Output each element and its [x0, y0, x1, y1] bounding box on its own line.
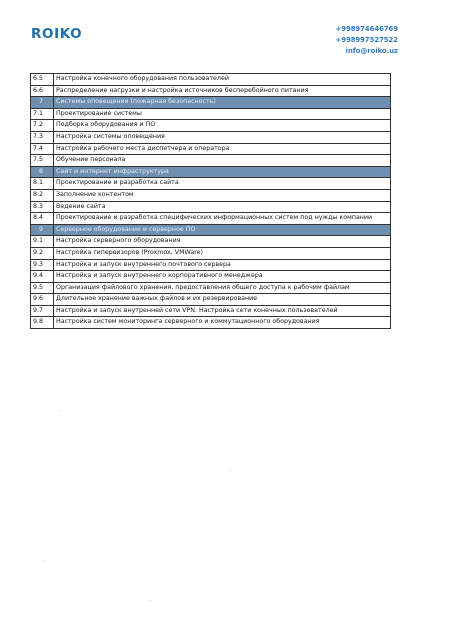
section-header-row	[31, 166, 391, 178]
table-row	[31, 282, 391, 294]
row-number: 8.4	[31, 213, 54, 225]
service-description: Заполнение контентом	[54, 189, 391, 201]
table-row	[31, 74, 391, 86]
service-description: Настройка гипервизоров (Proxmox, VMWare)	[54, 247, 391, 259]
service-description: Настройка конечного оборудования пользователей	[54, 74, 391, 86]
service-description: Проектирование и разработка специфических информационных систем под нужды компании	[54, 213, 391, 225]
row-number: 9.7	[31, 305, 54, 317]
phone-number-1: +998974646769	[335, 25, 398, 33]
table-row	[31, 178, 391, 190]
service-description: Подборка оборудования и ПО	[54, 120, 391, 132]
table-row	[31, 259, 391, 271]
table-row	[31, 236, 391, 248]
table-row	[31, 213, 391, 225]
services-table	[30, 73, 391, 329]
service-description: Настройка систем мониторинга серверного и коммутационного оборудования	[54, 317, 391, 329]
row-number: 8.3	[31, 201, 54, 213]
row-number: 9.2	[31, 247, 54, 259]
service-description: Настройка и запуск внутреннего корпоративного менеджера	[54, 271, 391, 283]
section-header-row	[31, 97, 391, 109]
table-row	[31, 155, 391, 167]
section-title: Системы оповещения (пожарная безопасность)	[54, 97, 391, 109]
section-header-row	[31, 224, 391, 236]
row-number: 8.2	[31, 189, 54, 201]
contact-block	[336, 24, 398, 57]
table-row	[31, 271, 391, 283]
service-description: Настройка системы оповещения	[54, 131, 391, 143]
row-number: 6.5	[31, 74, 54, 86]
table-row	[31, 305, 391, 317]
services-table-body	[31, 74, 391, 329]
scan-speck	[230, 470, 231, 471]
company-logo: ROIKO	[31, 26, 83, 42]
email-address: info@roiko.uz	[345, 47, 398, 55]
service-description: Настройка и запуск внутреннего почтового сервера	[54, 259, 391, 271]
row-number: 7.3	[31, 131, 54, 143]
row-number: 8	[31, 166, 54, 178]
service-description: Проектирование системы	[54, 108, 391, 120]
service-description: Настройка рабочего места диспетчера и оператора	[54, 143, 391, 155]
table-row	[31, 189, 391, 201]
row-number: 7	[31, 97, 54, 109]
table-row	[31, 85, 391, 97]
scan-speck	[150, 600, 151, 601]
row-number: 9.1	[31, 236, 54, 248]
service-description: Распределение нагрузки и настройка источников бесперебойного питания	[54, 85, 391, 97]
row-number: 8.1	[31, 178, 54, 190]
service-description: Настройка серверного оборудования	[54, 236, 391, 248]
row-number: 7.2	[31, 120, 54, 132]
service-description: Ведение сайта	[54, 201, 391, 213]
table-row	[31, 294, 391, 306]
row-number: 7.5	[31, 155, 54, 167]
row-number: 7.4	[31, 143, 54, 155]
section-title: Сайт и интернет инфраструктура	[54, 166, 391, 178]
row-number: 9	[31, 224, 54, 236]
service-description: Обучение персонала	[54, 155, 391, 167]
table-row	[31, 143, 391, 155]
table-row	[31, 120, 391, 132]
service-description: Настройка и запуск внутренней сети VPN. Настройка сети конечных пользователей	[54, 305, 391, 317]
table-row	[31, 201, 391, 213]
table-row	[31, 131, 391, 143]
row-number: 9.5	[31, 282, 54, 294]
table-row	[31, 317, 391, 329]
phone-number-2: +998997527522	[335, 36, 398, 44]
scan-speck	[44, 560, 45, 561]
row-number: 9.3	[31, 259, 54, 271]
service-description: Организация файлового хранения, предоставления общего доступа к рабочим файлам	[54, 282, 391, 294]
service-description: Проектирование и разработка сайта	[54, 178, 391, 190]
row-number: 6.6	[31, 85, 54, 97]
scan-speck	[60, 410, 61, 411]
row-number: 9.6	[31, 294, 54, 306]
section-title: Серверное оборудование и серверное ПО	[54, 224, 391, 236]
service-description: Длительное хранение важных файлов и их резервирование	[54, 294, 391, 306]
row-number: 7.1	[31, 108, 54, 120]
table-row	[31, 108, 391, 120]
row-number: 9.4	[31, 271, 54, 283]
table-row	[31, 247, 391, 259]
row-number: 9.8	[31, 317, 54, 329]
